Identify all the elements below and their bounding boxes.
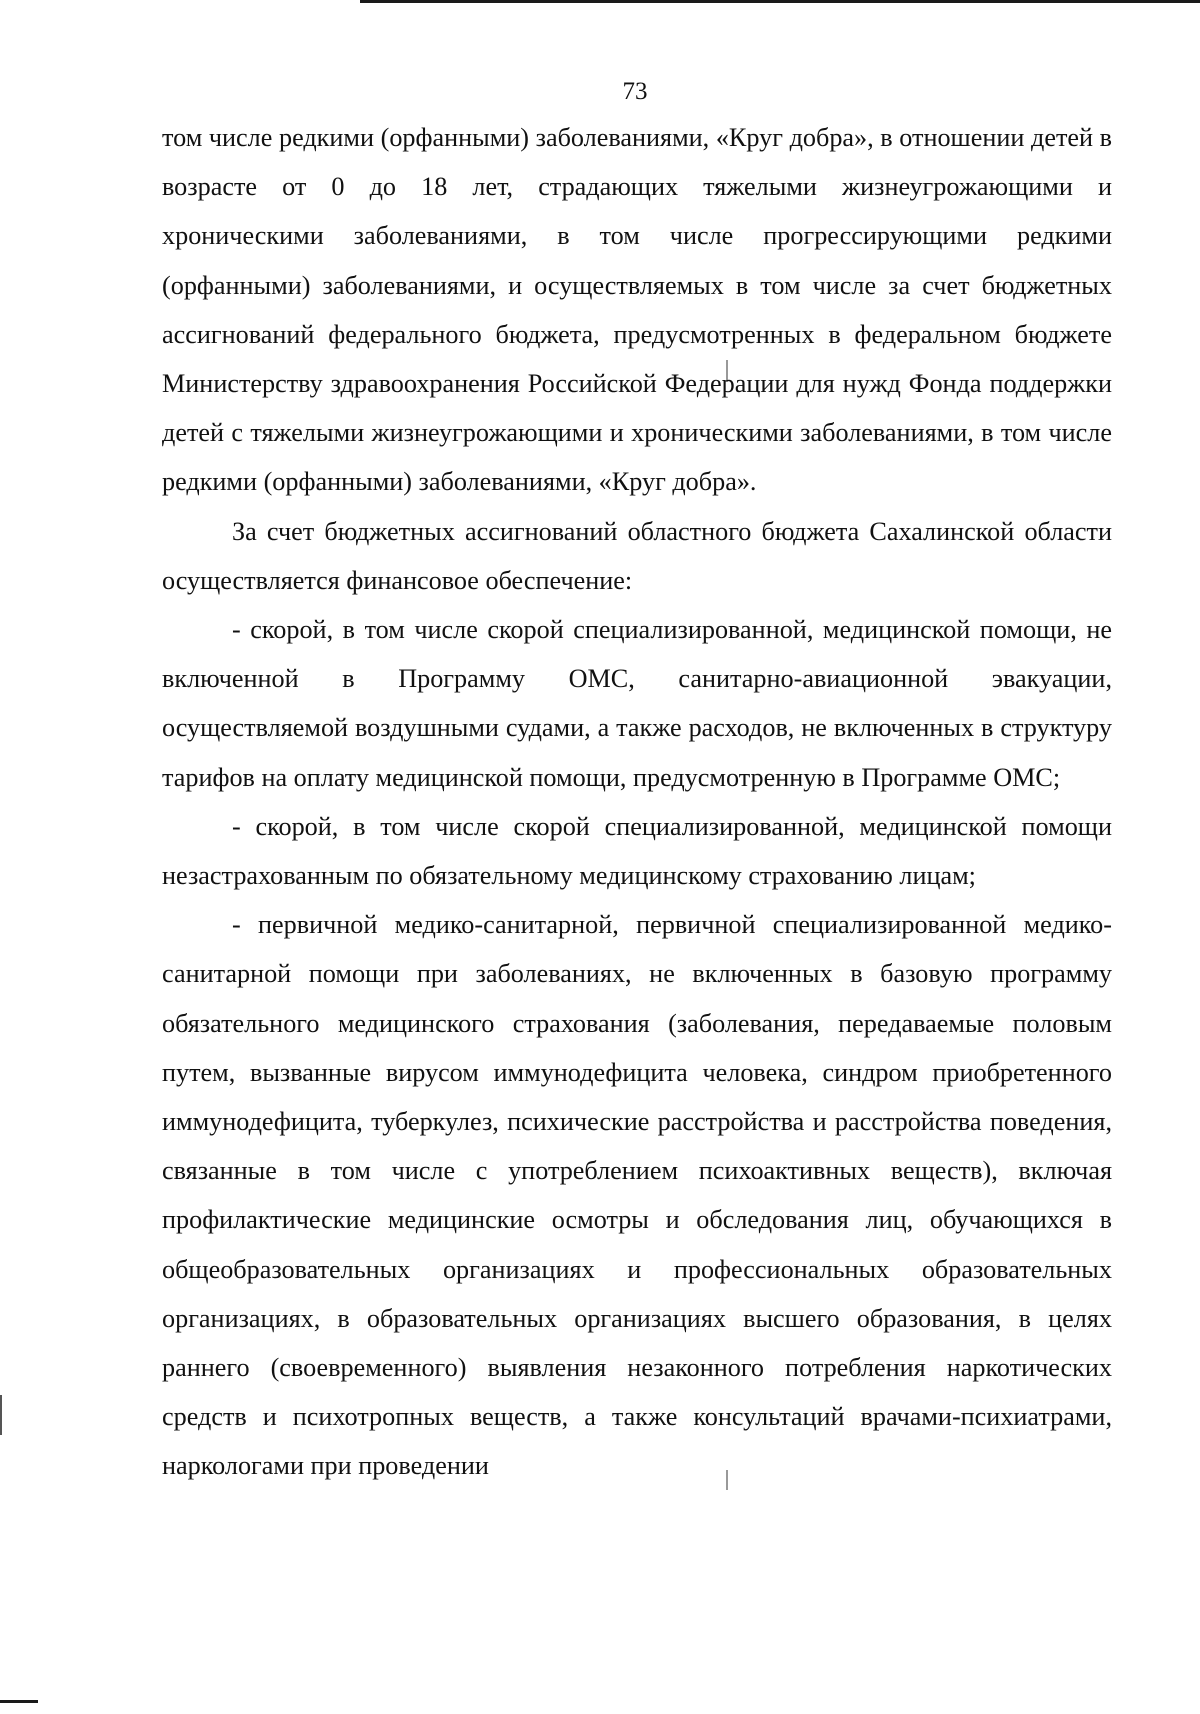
list-item-uninsured-care: - скорой, в том числе скорой специализированной, медицинской помощи незастрахованным по обязательному медицинскому страхованию лицам; <box>162 811 1112 891</box>
scan-edge-mark <box>0 1395 2 1435</box>
top-border-line <box>360 0 1200 3</box>
list-item-primary-care: - первичной медико-санитарной, первичной специализированной медико-санитарной помощи при заболеваниях, не включенных в базовую программу обязательного медицинского страхования (заболевания, передаваемые половым путем, вызванные вирусом иммунодефицита человека, синдром приобретенного иммунодефицита, туберкулез, психические расстройства и расстройства поведения, связанные в том числе с употреблением психоактивных веществ), включая профилактические медицинские осмотры и обследования лиц, обучающихся в общеобразовательных организациях и профессиональных образовательных организациях, в образовательных организациях высшего образования, в целях раннего (своевременного) выявления незаконного потребления наркотических средств и психотропных веществ, а также консультаций врачами-психиатрами, наркологами при проведении <box>162 910 1112 1481</box>
page-number: 73 <box>622 78 648 105</box>
paragraph-funding-intro: За счет бюджетных ассигнований областного бюджета Сахалинской области осуществляется финансовое обеспечение: <box>162 516 1112 595</box>
bottom-border-line <box>0 1700 38 1703</box>
paragraph-continuation: том числе редкими (орфанными) заболеваниями, «Круг добра», в отношении детей в возрасте от 0 до 18 лет, страдающих тяжелыми жизнеугрожающими и хроническими заболеваниями, в том числе прогрессирующими редкими (орфанными) заболеваниями, и осуществляемых в том числе за счет бюджетных ассигнований федерального бюджета, предусмотренных в федеральном бюджете Министерству здравоохранения Российской Федерации для нужд Фонда поддержки детей с тяжелыми жизнеугрожающими и хроническими заболеваниями, в том числе редкими (орфанными) заболеваниями, «Круг добра». <box>162 123 1112 497</box>
document-body <box>162 113 1112 1491</box>
list-item-emergency-care: - скорой, в том числе скорой специализированной, медицинской помощи, не включенной в Программу ОМС, санитарно-авиационной эвакуации, осуществляемой воздушными судами, а также расходов, не включенных в структуру тарифов на оплату медицинской помощи, предусмотренную в Программе ОМС; <box>162 615 1112 792</box>
